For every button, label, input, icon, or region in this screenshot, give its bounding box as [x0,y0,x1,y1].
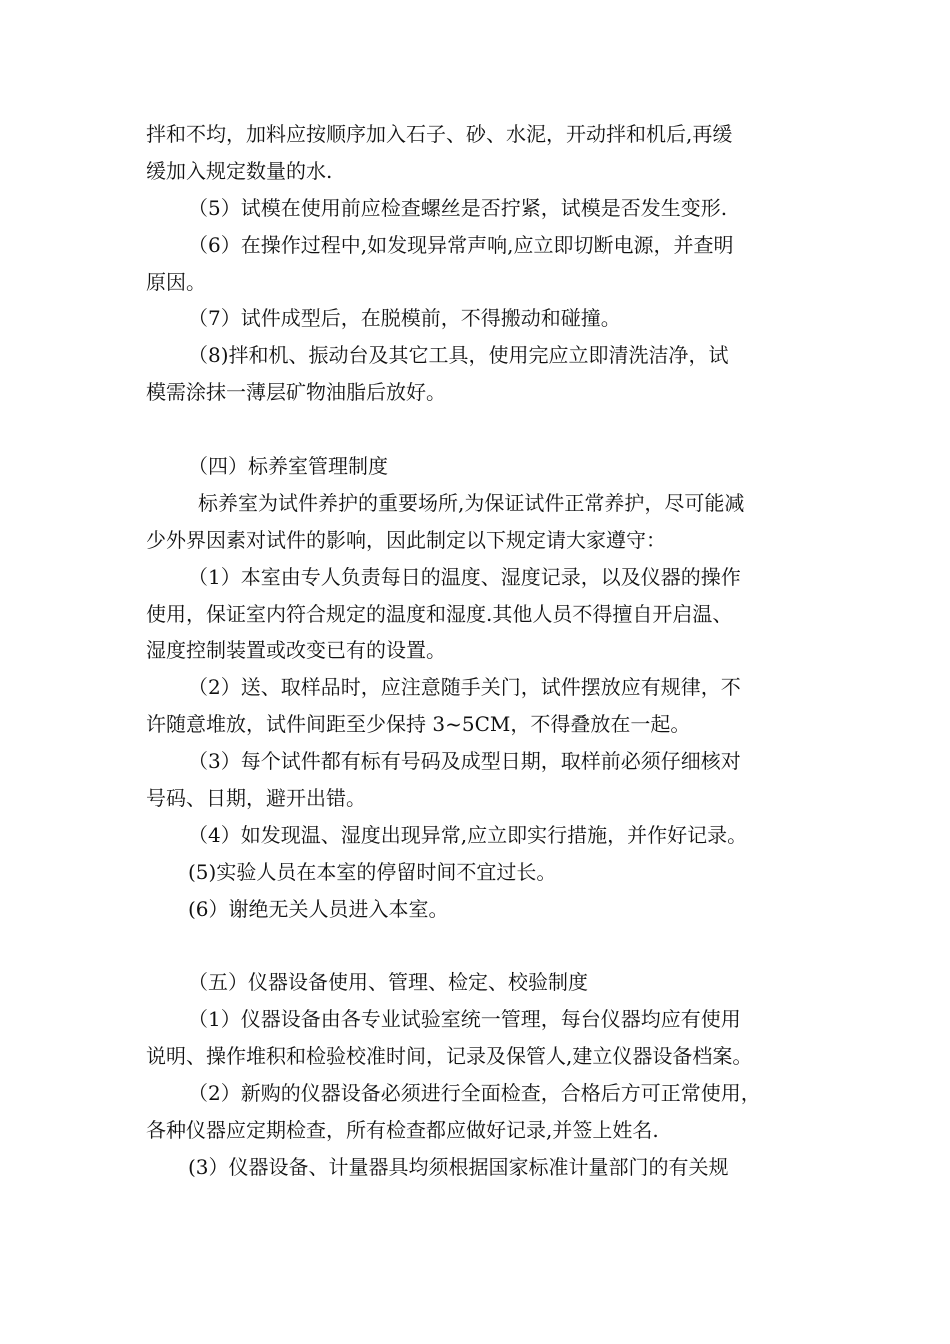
paragraph-line: 模需涂抹一薄层矿物油脂后放好。 [146,380,446,405]
list-item-8: （8)拌和机、振动台及其它工具，使用完应立即清洗洁净，试 [188,343,729,368]
blank-line [146,928,816,965]
list-item-2: （2）新购的仪器设备必须进行全面检查，合格后方可正常使用， [188,1081,761,1106]
list-item-1: （1）本室由专人负责每日的温度、湿度记录，以及仪器的操作 [188,564,741,589]
paragraph-line: 许随意堆放，试件间距至少保持 3~5CM，不得叠放在一起。 [146,712,691,737]
paragraph-line: 各种仪器应定期检查，所有检查都应做好记录,并签上姓名. [146,1118,659,1143]
list-item-6: (6）谢绝无关人员进入本室。 [188,896,449,921]
blank-line [146,411,816,448]
list-item-5: (5)实验人员在本室的停留时间不宜过长。 [188,859,557,884]
list-item-7: （7）试件成型后，在脱模前，不得搬动和碰撞。 [188,306,621,331]
list-item-5: （5）试模在使用前应检查螺丝是否拧紧，试模是否发生变形. [188,195,728,220]
intro-paragraph: 标养室为试件养护的重要场所,为保证试件正常养护，尽可能减 [198,490,745,515]
list-item-1: （1）仪器设备由各专业试验室统一管理，每台仪器均应有使用 [188,1007,741,1032]
list-item-3: (3）仪器设备、计量器具均须根据国家标准计量部门的有关规 [188,1154,729,1179]
document-body [146,116,816,1186]
list-item-3: （3）每个试件都有标有号码及成型日期，取样前必须仔细核对 [188,749,741,774]
section-heading-5: （五）仪器设备使用、管理、检定、校验制度 [188,970,588,995]
paragraph-line: 原因。 [146,269,206,294]
paragraph-line: 拌和不均，加料应按顺序加入石子、砂、水泥，开动拌和机后,再缓 [146,122,733,146]
paragraph-line: 缓加入规定数量的水. [146,158,333,183]
list-item-6: （6）在操作过程中,如发现异常声响,应立即切断电源，并查明 [188,232,734,257]
paragraph-line: 少外界因素对试件的影响，因此制定以下规定请大家遵守： [146,527,666,552]
paragraph-line: 湿度控制装置或改变已有的设置。 [146,638,446,663]
paragraph-line: 使用，保证室内符合规定的温度和湿度.其他人员不得擅自开启温、 [146,601,733,626]
list-item-4: （4）如发现温、湿度出现异常,应立即实行措施，并作好记录。 [188,822,748,847]
section-heading-4: （四）标养室管理制度 [188,454,388,479]
paragraph-line: 说明、操作堆积和检验校准时间，记录及保管人,建立仪器设备档案。 [146,1044,753,1069]
paragraph-line: 号码、日期，避开出错。 [146,786,366,811]
list-item-2: （2）送、取样品时，应注意随手关门，试件摆放应有规律，不 [188,675,741,700]
